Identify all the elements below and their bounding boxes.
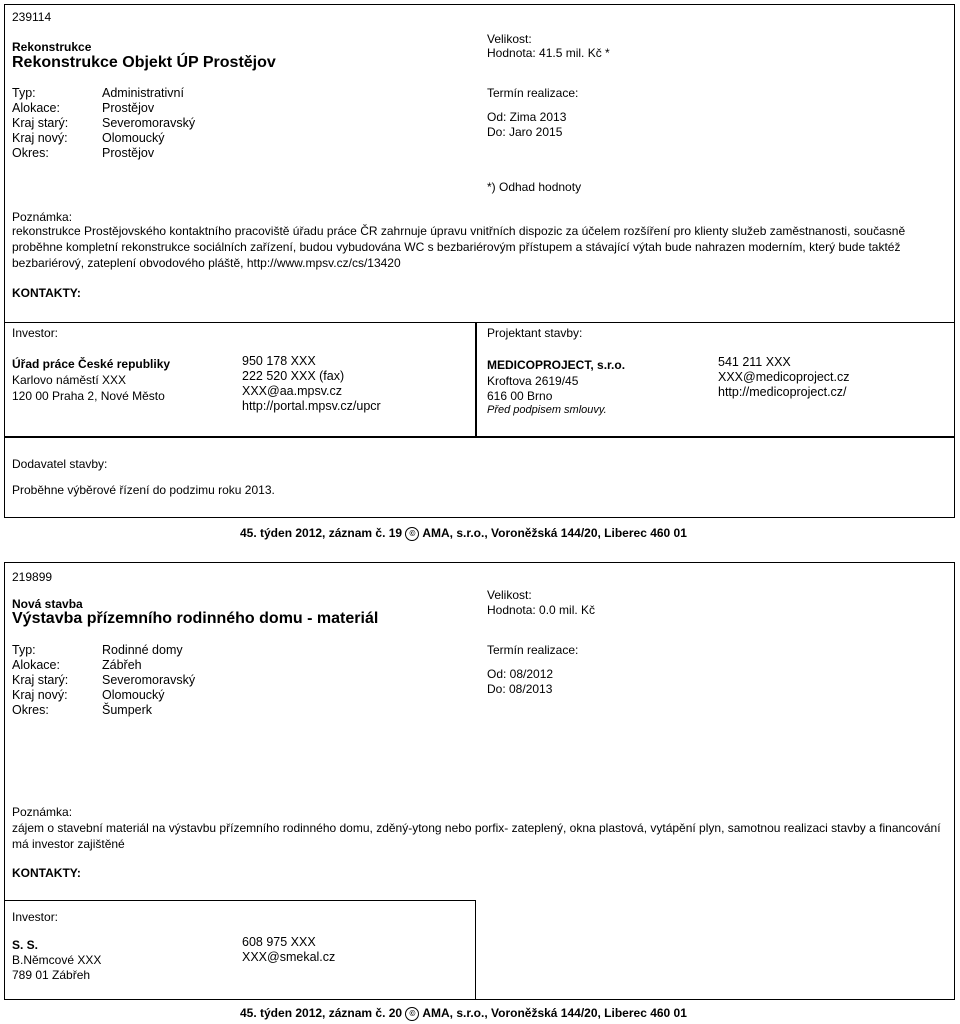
- investor-address-1: B.Němcové XXX: [12, 953, 102, 967]
- field-value: Rodinné domy: [102, 643, 183, 657]
- field-value: Severomoravský: [102, 116, 196, 130]
- investor-email[interactable]: XXX@aa.mpsv.cz: [242, 384, 342, 398]
- dodavatel-label: Dodavatel stavby:: [12, 457, 108, 471]
- projektant-phone: 541 211 XXX: [718, 355, 791, 369]
- field-kraj-stary: [12, 673, 195, 688]
- record-fields: [12, 86, 195, 161]
- dodavatel-box: [4, 437, 955, 518]
- field-alokace: [12, 101, 195, 116]
- investor-phone: 608 975 XXX: [242, 935, 316, 949]
- footer-record: 45. týden 2012, záznam č. 20: [240, 1006, 403, 1020]
- projektant-address-1: Kroftova 2619/45: [487, 374, 579, 388]
- investor-web[interactable]: http://portal.mpsv.cz/upcr: [242, 399, 381, 413]
- investor-name: Úřad práce České republiky: [12, 357, 171, 371]
- field-typ: [12, 86, 195, 101]
- record-footer: [240, 526, 687, 541]
- velikost-label: Velikost:: [487, 588, 532, 602]
- field-okres: [12, 146, 195, 161]
- poznamka-text: zájem o stavební materiál na výstavbu přízemního rodinného domu, zděný-ytong nebo porfix- zateplený, okna plastová, vytápění plyn, samotnou realizaci stavby a financování má investor zajištěné: [12, 821, 941, 851]
- investor-label: Investor:: [12, 326, 59, 340]
- record-id: 219899: [12, 570, 53, 584]
- termin-do: Do: 08/2013: [487, 682, 553, 696]
- record-title: Rekonstrukce Objekt ÚP Prostějov: [12, 54, 276, 71]
- record-category: Nová stavba: [12, 597, 83, 611]
- field-value: Olomoucký: [102, 131, 165, 145]
- record-footer: [240, 1006, 687, 1021]
- dodavatel-text: Proběhne výběrové řízení do podzimu roku 2013.: [12, 483, 275, 497]
- velikost-label: Velikost:: [487, 32, 532, 46]
- projektant-email[interactable]: XXX@medicoproject.cz: [718, 370, 850, 384]
- field-value: Prostějov: [102, 101, 155, 115]
- record-category: Rekonstrukce: [12, 40, 92, 54]
- investor-address-2: 789 01 Zábřeh: [12, 968, 91, 982]
- investor-phone: 950 178 XXX: [242, 354, 316, 368]
- field-alokace: [12, 658, 195, 673]
- footer-company: AMA, s.r.o., Voroněžská 144/20, Liberec 460 01: [422, 1006, 687, 1020]
- investor-address-2: 120 00 Praha 2, Nové Město: [12, 389, 165, 403]
- field-label: Kraj nový:: [12, 131, 68, 145]
- record-title: Výstavba přízemního rodinného domu - materiál: [12, 610, 379, 627]
- field-label: Okres:: [12, 703, 49, 717]
- investor-fax: 222 520 XXX (fax): [242, 369, 345, 383]
- projektant-contact: [718, 355, 850, 400]
- odhad-note: *) Odhad hodnoty: [487, 180, 582, 194]
- investor-label: Investor:: [12, 910, 59, 924]
- poznamka-label: Poznámka:: [12, 805, 73, 819]
- investor-contact: [242, 354, 381, 414]
- field-label: Typ:: [12, 86, 36, 100]
- field-value: Zábřeh: [102, 658, 142, 672]
- field-label: Kraj starý:: [12, 673, 69, 687]
- field-value: Severomoravský: [102, 673, 196, 687]
- field-label: Kraj starý:: [12, 116, 69, 130]
- field-label: Kraj nový:: [12, 688, 68, 702]
- field-kraj-novy: [12, 131, 195, 146]
- record-fields: [12, 643, 195, 718]
- investor-address-1: Karlovo náměstí XXX: [12, 373, 127, 387]
- field-label: Alokace:: [12, 658, 60, 672]
- field-value: Prostějov: [102, 146, 155, 160]
- footer-record: 45. týden 2012, záznam č. 19: [240, 526, 403, 540]
- termin-label: Termín realizace:: [487, 86, 579, 100]
- poznamka-text: rekonstrukce Prostějovského kontaktního pracoviště úřadu práce ČR zahrnuje úpravu vnitřních dispozic za účelem rozšíření pro klienty služeb zaměstnanosti, současně proběhne kompletní rekonstrukce sociálních zařízení, budou vybudována WC s bezbariérovým přístupem a stávající výtah bude nahrazen moderním, který bude taktéž bezbariérový, zateplení obvodového pláště, http://www.mpsv.cz/cs/13420: [12, 224, 906, 270]
- field-label: Okres:: [12, 146, 49, 160]
- termin-od: Od: 08/2012: [487, 667, 554, 681]
- termin-label: Termín realizace:: [487, 643, 579, 657]
- field-kraj-novy: [12, 688, 195, 703]
- record-id: 239114: [12, 10, 52, 24]
- field-okres: [12, 703, 195, 718]
- hodnota-value: Hodnota: 41.5 mil. Kč *: [487, 46, 610, 60]
- field-value: Olomoucký: [102, 688, 165, 702]
- footer-company: AMA, s.r.o., Voroněžská 144/20, Liberec 460 01: [422, 526, 687, 540]
- field-value: Administrativní: [102, 86, 184, 100]
- investor-name: S. S.: [12, 938, 39, 952]
- investor-email[interactable]: XXX@smekal.cz: [242, 950, 336, 964]
- hodnota-value: Hodnota: 0.0 mil. Kč: [487, 603, 596, 617]
- investor-box: [4, 900, 476, 1000]
- copyright-icon: ©: [405, 1007, 419, 1021]
- kontakty-label: KONTAKTY:: [12, 866, 81, 880]
- projektant-note: Před podpisem smlouvy.: [487, 404, 607, 416]
- termin-od: Od: Zima 2013: [487, 110, 567, 124]
- copyright-icon: ©: [405, 527, 419, 541]
- projektant-label: Projektant stavby:: [487, 326, 583, 340]
- projektant-address-2: 616 00 Brno: [487, 389, 553, 403]
- kontakty-label: KONTAKTY:: [12, 286, 81, 300]
- investor-contact: [242, 935, 335, 965]
- poznamka-label: Poznámka:: [12, 210, 73, 224]
- termin-do: Do: Jaro 2015: [487, 125, 563, 139]
- projektant-name: MEDICOPROJECT, s.r.o.: [487, 358, 626, 372]
- field-label: Typ:: [12, 643, 36, 657]
- field-label: Alokace:: [12, 101, 60, 115]
- field-kraj-stary: [12, 116, 195, 131]
- field-typ: [12, 643, 195, 658]
- field-value: Šumperk: [102, 703, 153, 717]
- projektant-web[interactable]: http://medicoproject.cz/: [718, 385, 847, 399]
